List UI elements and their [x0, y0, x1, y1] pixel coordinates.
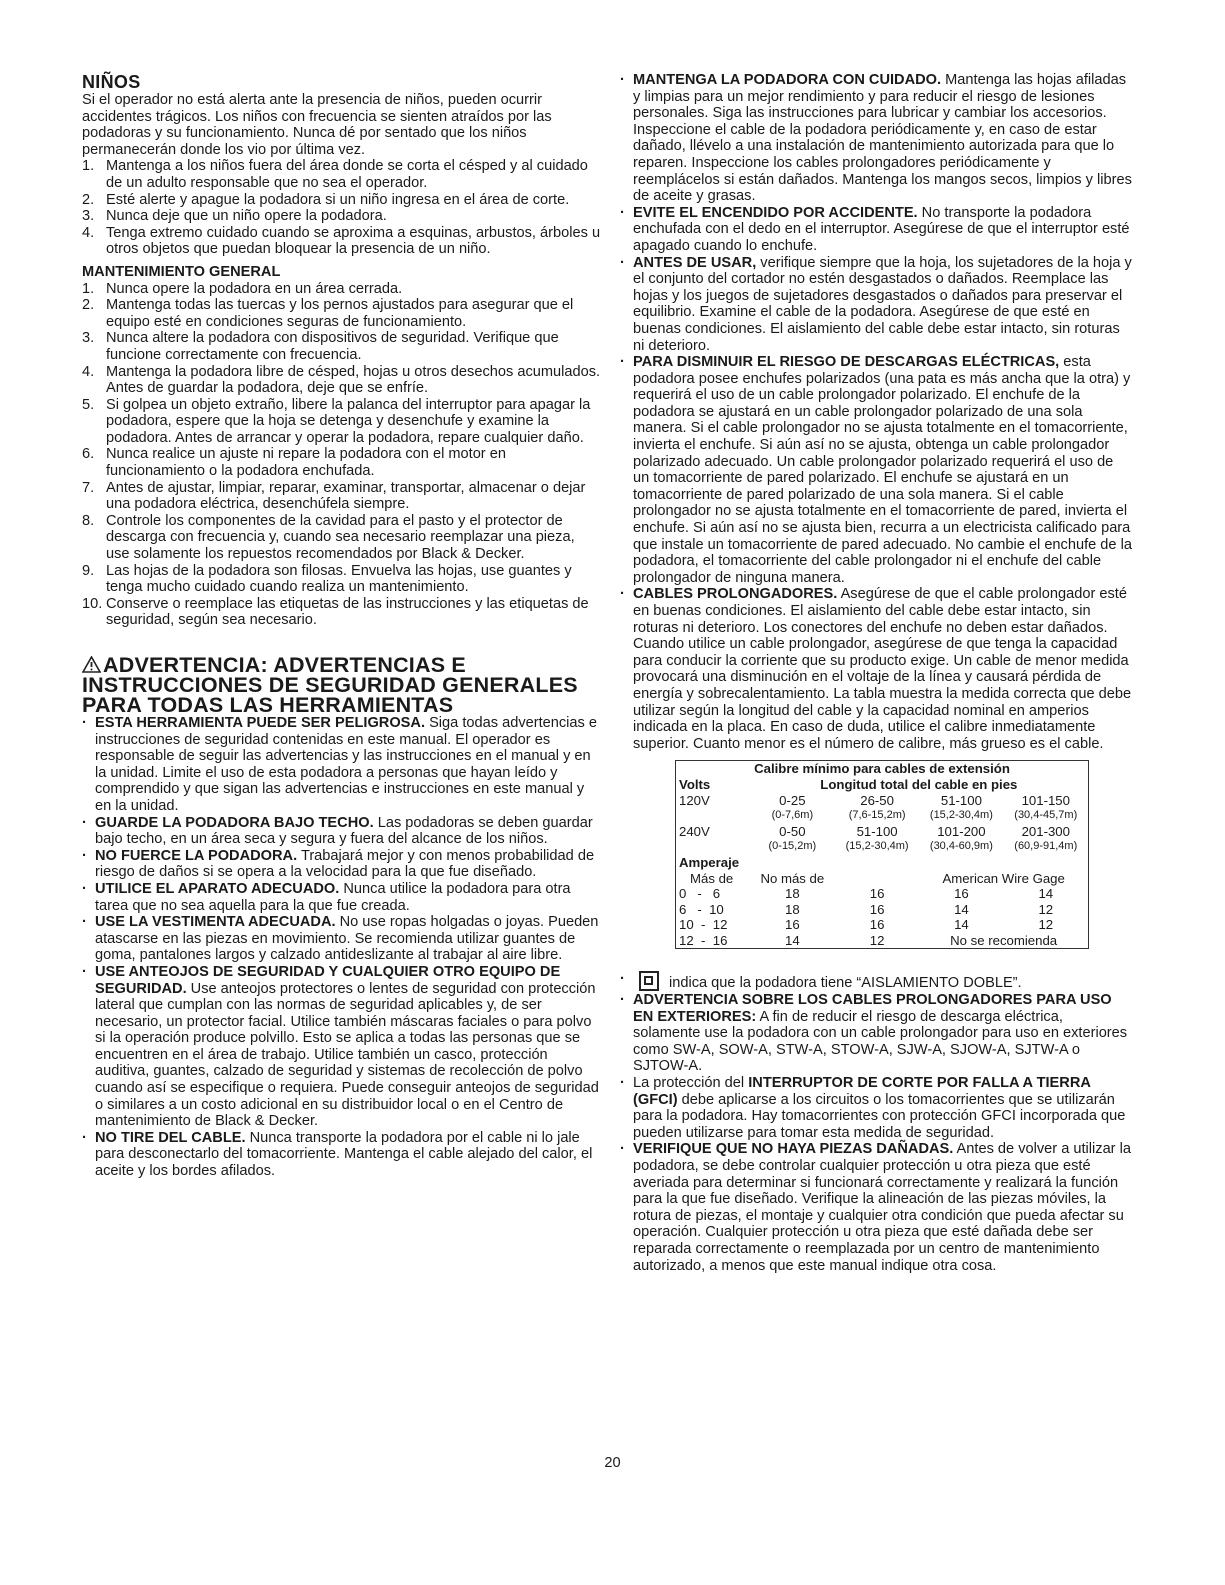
volts-label: Volts — [679, 776, 711, 792]
list-item: · ANTES DE USAR, verifique siempre que la hoja, los sujetadores de la hoja y el conjunto del cortador no estén desgastados o dañados. Reemplace las hojas y los juegos de sujetadores desgastados o dañados para preservar el equilibrio. Examine el cable de la podadora. Asegúrese de que esté en buenas condiciones. El aislamiento del cable debe estar intacto, sin roturas ni deterioro. — [620, 254, 1132, 354]
table-row: 0 - 6 18 16 16 14 — [679, 886, 1054, 902]
list-item: 9. Las hojas de la podadora son filosas. Envuelva las hojas, use guantes y tenga mucho cuidado cuando realiza un mantenimiento. — [82, 562, 572, 596]
list-item: · MANTENGA LA PODADORA CON CUIDADO. Mantenga las hojas afiladas y limpias para un mejor rendimiento y para reducir el riesgo de lesiones personales. Siga las instrucciones para lubricar y cambiar los accesorios. Inspeccione el cable de la podadora periódicamente y, en caso de estar dañado, llévelo a una instalación de mantenimiento autorizada para que lo reparen. Inspeccione los cables prolongadores periódicamente y reemplácelos si están dañados. Mantenga los mangos secos, limpios y libres de aceite y grasas. — [620, 72, 1132, 205]
list-item: · La protección del INTERRUPTOR DE CORTE POR FALLA A TIERRA (GFCI) debe aplicarse a los circuitos o los tomacorrientes que se utilizarán para la podadora. Hay tomacorrientes con protección GFCI incorporada que pueden utilizarse para tomar esta medida de seguridad. — [620, 1075, 1126, 1141]
list-item: · USE ANTEOJOS DE SEGURIDAD Y CUALQUIER OTRO EQUIPO DE SEGURIDAD. Use anteojos protectores o lentes de seguridad con protección lateral que cumplan con las normas de seguridad aplicables y, de ser necesario, un protector facial. Utilice también máscaras faciales o para polvo si la operación produce polvillo. Esto se aplica a todas las personas que se encuentren en el área de trabajo. Utilice también un casco, protección auditiva, guantes, calzado de seguridad y sistemas de recolección de polvo cuando así se especifique o requiera. Puede conseguir anteojos de seguridad o similares a un costo adicional en su distribuidor local o en el Centro de mantenimiento de Black & Decker. — [82, 963, 599, 1130]
list-item: 5. Si golpea un objeto extraño, libere la palanca del interruptor para apagar la podadora, espere que la hoja se detenga y desenchufe y examine la podadora. Antes de arrancar y operar la podadora, repare cualquier daño. — [82, 396, 591, 446]
left-column — [82, 72, 602, 1180]
table-row: 120V 0-25 26-50 51-100 101-150 — [679, 792, 1070, 808]
table-row: 12 - 16 14 12 No se recomienda — [679, 932, 1058, 948]
ninos-heading: NIÑOS — [82, 72, 141, 92]
ninos-list — [82, 158, 602, 258]
list-item: · EVITE EL ENCENDIDO POR ACCIDENTE. No transporte la podadora enchufada con el dedo en el interruptor. Asegúrese de que el interruptor esté apagado cuando lo enchufe. — [620, 204, 1130, 254]
advertencia-heading: ADVERTENCIA: ADVERTENCIAS E INSTRUCCIONES DE SEGURIDAD GENERALES PARA TODAS LAS HERRAMIENTAS — [82, 653, 578, 717]
list-item: · GUARDE LA PODADORA BAJO TECHO. Las podadoras se deben guardar bajo techo, en un área seca y segura y fuera del alcance de los niños. — [82, 814, 593, 848]
table-header-row: Más de No más de American Wire Gage — [690, 870, 1065, 886]
list-item: 10. Conserve o reemplace las etiquetas de las instrucciones y las etiquetas de seguridad, según sea necesario. — [82, 595, 589, 629]
list-item: 2. Esté alerte y apague la podadora si un niño ingresa en el área de corte. — [82, 191, 570, 208]
list-item: · CABLES PROLONGADORES. Asegúrese de que el cable prolongador esté en buenas condiciones. El aislamiento del cable debe estar intacto, sin roturas ni deterioro. Los conectores del enchufe no deben estar dañados. Cuando utilice un cable prolongador, asegúrese de que tenga la capacidad para conducir la corriente que su producto exige. Un cable de menor medida provocará una disminución en el voltaje de la línea y causará pérdida de energía y sobrecalentamiento. La tabla muestra la medida correcta que debe utilizar según la longitud del cable y la capacidad nominal en amperios indicada en la placa. En caso de duda, utilice el calibre inmediatamente superior. Cuanto menor es el número de calibre, más grueso es el cable. — [620, 586, 1132, 752]
list-item: 1. Nunca opere la podadora en un área cerrada. — [82, 280, 403, 297]
table-title: Calibre mínimo para cables de extensión — [754, 761, 1010, 777]
table-row: 6 - 10 18 16 14 12 — [679, 901, 1054, 917]
list-item: · NO TIRE DEL CABLE. Nunca transporte la podadora por el cable ni lo jale para desconectarlo del tomacorriente. Mantenga el cable alejado del calor, el aceite y los bordes afilados. — [82, 1129, 593, 1180]
left-bullets — [82, 715, 602, 1180]
table-row: (0-7,6m) (7,6-15,2m) (15,2-30,4m) (30,4-45,7m) — [771, 809, 1078, 822]
list-item: · indica que la podadora tiene “AISLAMIENTO DOBLE”. — [620, 971, 1022, 992]
table-row: 240V 0-50 51-100 101-200 201-300 — [679, 823, 1070, 839]
list-item: · ESTA HERRAMIENTA PUEDE SER PELIGROSA. Siga todas advertencias e instrucciones de seguridad contenidas en este manual. El operador es responsable de seguir las advertencias y las instrucciones en el manual y en la unidad. Limite el uso de esta podadora a personas que hayan leído y comprendido y que sigan las advertencias e instrucciones en este manual y en la unidad. — [82, 715, 598, 814]
page-number: 20 — [604, 1455, 621, 1471]
list-item: 8. Controle los componentes de la cavidad para el pasto y el protector de descarga con frecuencia y, cuando sea necesario reemplazar una pieza, use solamente los repuestos recomendados por Black & Decker. — [82, 512, 575, 563]
list-item: 7. Antes de ajustar, limpiar, reparar, examinar, transportar, almacenar o dejar una podadora eléctrica, desenchúfela siempre. — [82, 479, 586, 513]
amp-label: Amperaje — [679, 854, 740, 870]
list-item: 4. Mantenga la podadora libre de césped, hojas u otros desechos acumulados. Antes de guardar la podadora, deje que se enfríe. — [82, 363, 601, 397]
list-item: · PARA DISMINUIR EL RIESGO DE DESCARGAS ELÉCTRICAS, esta podadora posee enchufes polarizados (una pata es más ancha que la otra) y requerirá el uso de un cable prolongador polarizado. El enchufe de la podadora se ajustará en un cable prolongador polarizado de una sola manera. Si el cable prolongador no se ajusta totalmente en el tomacorriente, invierta el enchufe. Si aún así no se ajusta, obtenga un cable prolongador polarizado adecuado. Un cable prolongador polarizado requerirá el uso de un tomacorriente de pared polarizado. El enchufe se ajustará en un tomacorriente de pared polarizado de una sola manera. Si el cable prolongador no se ajusta totalmente en el tomacorriente de pared, invierta el enchufe. Si aún así no se ajusta bien, recurra a un electricista calificado para que instale un tomacorriente de pared adecuado. No cambie el enchufe de la podadora, el tomacorriente del cable prolongador ni el enchufe del cable prolongador de ninguna manera. — [620, 354, 1132, 586]
list-item: · ADVERTENCIA SOBRE LOS CABLES PROLONGADORES PARA USO EN EXTERIORES: A fin de reducir el riesgo de descarga eléctrica, solamente use la podadora con un cable prolongador para uso en exteriores como SW-A, SOW-A, STW-A, STOW-A, SJW-A, SJOW-A, SJTW-A o SJTOW-A. — [620, 992, 1128, 1075]
list-item: 1. Mantenga a los niños fuera del área donde se corta el césped y al cuidado de un adulto responsable que no sea el operador. — [82, 158, 588, 191]
right-column — [620, 72, 1132, 1274]
ninos-intro: Si el operador no está alerta ante la presencia de niños, pueden ocurrir accidentes trágicos. Los niños con frecuencia se sienten atraídos por las podadoras y su funcionamiento. Nunca dé por sentado que los niños permanecerán donde los vio por última vez. — [82, 92, 552, 158]
list-item: · UTILICE EL APARATO ADECUADO. Nunca utilice la podadora para otra tarea que no sea aquella para la que fue creada. — [82, 880, 571, 914]
right-bullets — [620, 72, 1132, 752]
table-row: (0-15,2m) (15,2-30,4m) (30,4-60,9m) (60,9-91,4m) — [768, 840, 1078, 853]
warning-triangle-icon — [82, 656, 101, 673]
list-item: 3. Nunca altere la podadora con dispositivos de seguridad. Verifique que funcione correctamente con frecuencia. — [82, 330, 559, 363]
mantenimiento-heading: MANTENIMIENTO GENERAL — [82, 263, 281, 280]
double-insulation-icon — [639, 971, 659, 991]
mantenimiento-list — [82, 281, 602, 629]
table-row: 10 - 12 16 16 14 12 — [679, 917, 1054, 933]
length-label: Longitud total del cable en pies — [820, 776, 1018, 792]
list-item: · NO FUERCE LA PODADORA. Trabajará mejor y con menos probabilidad de riesgo de daños si se opera a la velocidad para la que fue diseñado. — [82, 847, 595, 881]
list-item: 4. Tenga extremo cuidado cuando se aproxima a esquinas, arbustos, árboles u otros objetos que puedan bloquear la presencia de un niño. — [82, 224, 601, 258]
list-item: 3. Nunca deje que un niño opere la podadora. — [82, 208, 387, 225]
gauge-table — [675, 760, 1089, 949]
list-item: 6. Nunca realice un ajuste ni repare la podadora con el motor en funcionamiento o la podadora enchufada. — [82, 446, 506, 480]
list-item: · USE LA VESTIMENTA ADECUADA. No use ropas holgadas o joyas. Pueden atascarse en las piezas en movimiento. Se recomienda utilizar guantes de goma, pantalones largos y calzado antideslizante al trabajar al aire libre. — [82, 914, 599, 964]
list-item: 2. Mantenga todas las tuercas y los pernos ajustados para asegurar que el equipo esté en condiciones seguras de funcionamiento. — [82, 297, 574, 330]
right-bullets-2 — [620, 971, 1132, 1274]
list-item: · VERIFIQUE QUE NO HAYA PIEZAS DAÑADAS. Antes de volver a utilizar la podadora, se debe controlar cualquier protección u otra pieza que esté averiada para determinar si funcionará correctamente y realizará la función para la que fue diseñado. Verifique la alineación de las piezas móviles, la rotura de piezas, el montaje y cualquier otra condición que pueda afectar su operación. Cualquier protección u otra pieza que esté dañada debe ser reparada correctamente o reemplazada por un centro de mantenimiento autorizado, a menos que este manual indique otra cosa. — [620, 1141, 1131, 1274]
